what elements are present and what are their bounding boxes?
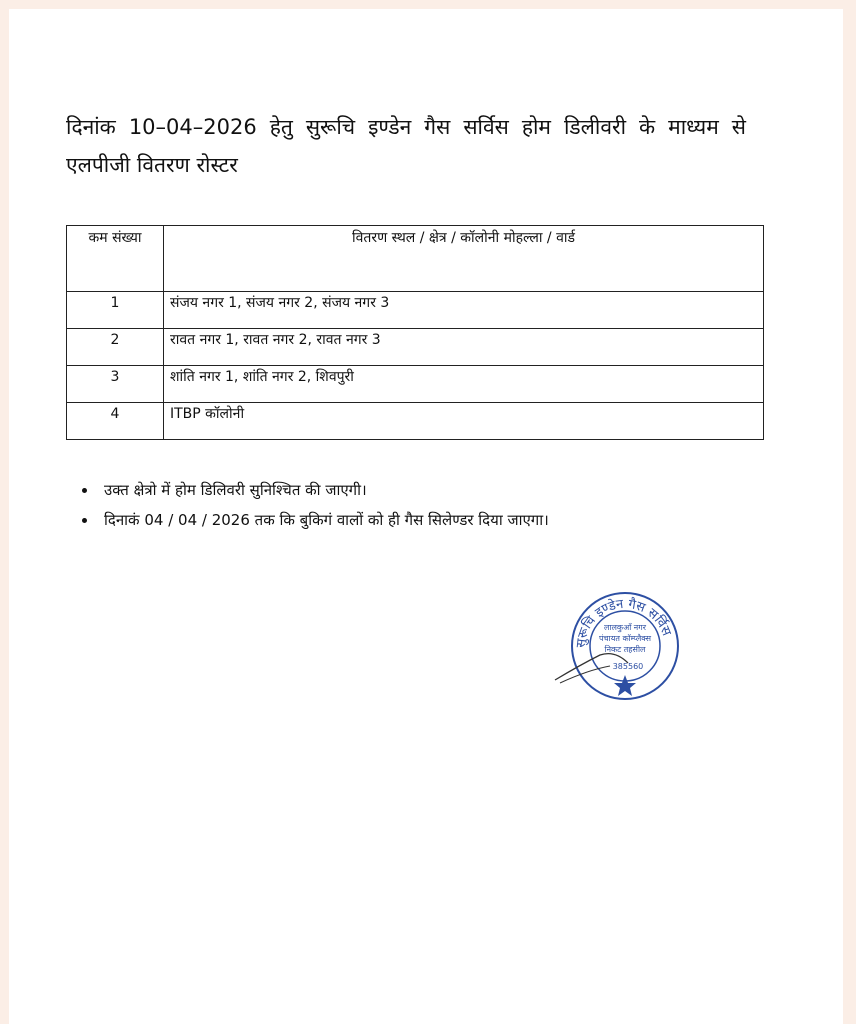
- stamp-code: 385560: [612, 662, 644, 671]
- row-area: ITBP कॉलोनी: [164, 403, 764, 440]
- notes-list: [66, 475, 818, 535]
- star-icon: [614, 675, 636, 696]
- page-title: दिनांक 10–04–2026 हेतु सुरूचि इण्डेन गैस सर्विस होम डिलीवरी के माध्यम से एलपीजी वितरण रोस्टर: [66, 115, 746, 177]
- stamp-ring-text: सुरूचि इण्डेन गैस सर्विस: [573, 596, 674, 649]
- table-row: [67, 403, 764, 440]
- table-row: [67, 292, 764, 329]
- roster-table: [66, 225, 764, 440]
- table-row: [67, 366, 764, 403]
- row-area: संजय नगर 1, संजय नगर 2, संजय नगर 3: [164, 292, 764, 329]
- row-number: 3: [67, 366, 164, 403]
- header-delivery-area: वितरण स्थल / क्षेत्र / कॉलोनी मोहल्ला / वार्ड: [164, 226, 764, 292]
- scrollbar[interactable]: [843, 0, 856, 1024]
- list-item: • उक्त क्षेत्रो में होम डिलिवरी सुनिश्चित की जाएगी।: [98, 475, 818, 505]
- agency-stamp: [540, 570, 690, 700]
- stamp-line-3: निकट तहसील: [604, 645, 646, 654]
- row-area: रावत नगर 1, रावत नगर 2, रावत नगर 3: [164, 329, 764, 366]
- stamp-line-1: लालकुआँ नगर: [604, 623, 646, 632]
- row-number: 4: [67, 403, 164, 440]
- row-number: 1: [67, 292, 164, 329]
- row-area: शांति नगर 1, शांति नगर 2, शिवपुरी: [164, 366, 764, 403]
- row-number: 2: [67, 329, 164, 366]
- header-serial-number: कम संख्या: [67, 226, 164, 292]
- table-header-row: [67, 226, 764, 292]
- table-row: [67, 329, 764, 366]
- stamp-line-2: पंचायत कॉम्प्लैक्स: [599, 634, 651, 643]
- list-item: • दिनाकं 04 / 04 / 2026 तक कि बुकिगं वालों को ही गैस सिलेण्डर दिया जाएगा।: [98, 505, 818, 535]
